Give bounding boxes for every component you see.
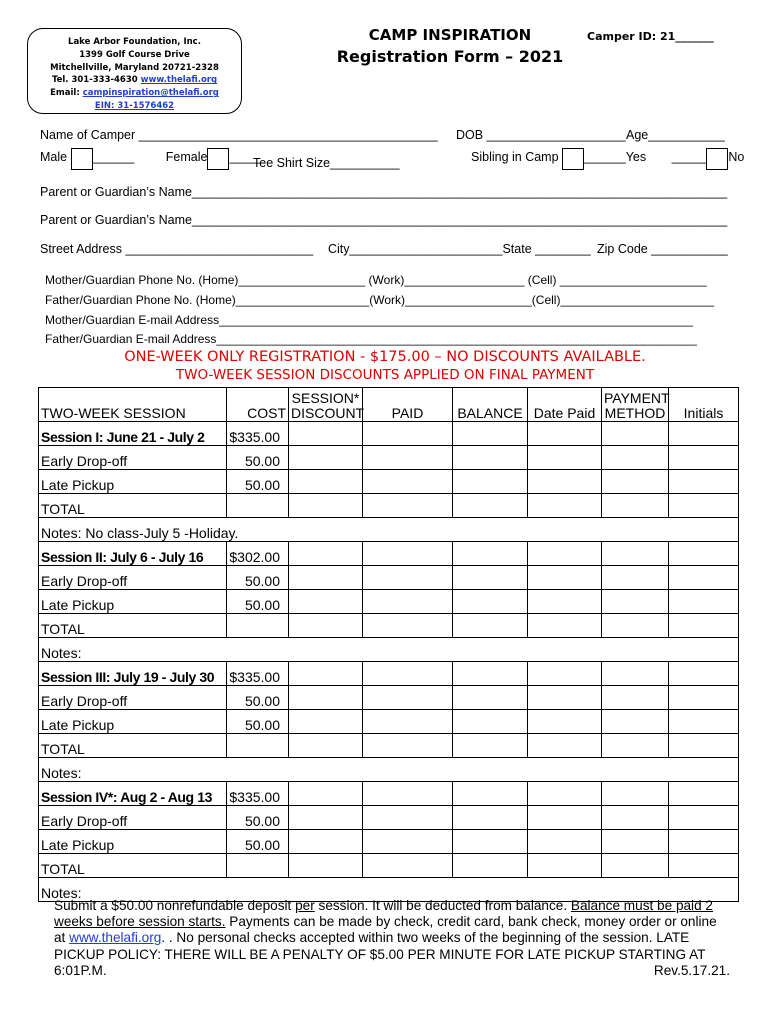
entry-cell[interactable] xyxy=(602,494,669,518)
session-notes[interactable]: Notes: xyxy=(39,638,739,662)
entry-cell[interactable] xyxy=(669,782,739,806)
total-row-cost xyxy=(227,854,289,878)
entry-cell[interactable] xyxy=(602,710,669,734)
footer-website-link[interactable]: www.thelafi.org xyxy=(69,930,162,946)
entry-cell[interactable] xyxy=(528,662,602,686)
sibling-row xyxy=(471,144,744,170)
entry-cell[interactable] xyxy=(289,734,363,758)
session-row xyxy=(39,662,739,686)
form-title: CAMP INSPIRATION xyxy=(368,26,532,44)
session-row-cost: $335.00 xyxy=(227,782,289,806)
col-balance: BALANCE xyxy=(453,388,528,422)
sibling-label: Sibling in Camp xyxy=(471,150,563,164)
entry-cell[interactable] xyxy=(363,614,453,638)
entry-cell[interactable] xyxy=(669,806,739,830)
entry-cell[interactable] xyxy=(363,686,453,710)
entry-cell[interactable] xyxy=(528,446,602,470)
entry-cell[interactable] xyxy=(453,494,528,518)
entry-cell[interactable] xyxy=(289,830,363,854)
entry-cell[interactable] xyxy=(602,590,669,614)
entry-cell[interactable] xyxy=(528,494,602,518)
entry-cell[interactable] xyxy=(289,470,363,494)
entry-cell[interactable] xyxy=(669,614,739,638)
entry-cell[interactable] xyxy=(669,470,739,494)
session-notes[interactable]: Notes: No class-July 5 -Holiday. xyxy=(39,518,739,542)
col-session: TWO-WEEK SESSION xyxy=(39,388,227,422)
total-row-label: TOTAL xyxy=(39,734,227,758)
entry-cell[interactable] xyxy=(669,830,739,854)
tee-shirt-field[interactable]: Tee Shirt Size__________ xyxy=(253,156,400,170)
late-pickup-row-label: Late Pickup xyxy=(39,710,227,734)
entry-cell[interactable] xyxy=(289,566,363,590)
session-fee-table xyxy=(38,387,739,902)
entry-cell[interactable] xyxy=(528,782,602,806)
late-pickup-row-cost: 50.00 xyxy=(227,590,289,614)
entry-cell[interactable] xyxy=(528,806,602,830)
org-ein xyxy=(28,100,241,113)
session-row xyxy=(39,542,739,566)
entry-cell[interactable] xyxy=(602,854,669,878)
entry-cell[interactable] xyxy=(602,542,669,566)
org-phone: Tel. 301-333-4630 xyxy=(51,75,141,86)
early-dropoff-row-cost: 50.00 xyxy=(227,446,289,470)
entry-cell[interactable] xyxy=(528,734,602,758)
footer-part1: Submit a $50.00 nonrefundable deposit xyxy=(54,898,296,913)
late-pickup-row-label: Late Pickup xyxy=(39,470,227,494)
entry-cell[interactable] xyxy=(669,710,739,734)
entry-cell[interactable] xyxy=(602,662,669,686)
footer-balance-due: Balance must be paid 2 weeks before session starts. xyxy=(54,898,713,930)
session-row-label: Session IV*: Aug 2 - Aug 13 xyxy=(39,782,227,806)
entry-cell[interactable] xyxy=(289,614,363,638)
early-dropoff-row-cost: 50.00 xyxy=(227,806,289,830)
entry-cell[interactable] xyxy=(289,422,363,446)
entry-cell[interactable] xyxy=(453,614,528,638)
female-checkbox[interactable] xyxy=(207,148,229,170)
late-pickup-row xyxy=(39,590,739,614)
street-address-field[interactable]: Street Address ___________________________ xyxy=(40,242,314,256)
entry-cell[interactable] xyxy=(289,854,363,878)
table-header-row xyxy=(39,388,739,422)
late-pickup-row xyxy=(39,830,739,854)
sibling-no-checkbox[interactable] xyxy=(706,148,728,170)
early-dropoff-row-cost: 50.00 xyxy=(227,686,289,710)
entry-cell[interactable] xyxy=(363,542,453,566)
entry-cell[interactable] xyxy=(669,590,739,614)
total-row-label: TOTAL xyxy=(39,494,227,518)
parent1-name-field[interactable]: Parent or Guardian’s Name_____________________________________________________________________________ xyxy=(40,185,728,199)
entry-cell[interactable] xyxy=(528,686,602,710)
entry-cell[interactable] xyxy=(289,542,363,566)
male-line: ______ xyxy=(92,150,135,164)
total-row-cost xyxy=(227,494,289,518)
session-row-label: Session II: July 6 - July 16 xyxy=(39,542,227,566)
payment-policy-text xyxy=(54,898,730,979)
entry-cell[interactable] xyxy=(453,422,528,446)
parent2-name-field[interactable]: Parent or Guardian’s Name_____________________________________________________________________________ xyxy=(40,213,728,227)
entry-cell[interactable] xyxy=(528,830,602,854)
entry-cell[interactable] xyxy=(453,470,528,494)
entry-cell[interactable] xyxy=(602,782,669,806)
entry-cell[interactable] xyxy=(453,854,528,878)
entry-cell[interactable] xyxy=(453,542,528,566)
zip-code-field[interactable]: Zip Code ___________ xyxy=(597,242,728,256)
total-row-cost xyxy=(227,614,289,638)
notes-row xyxy=(39,518,739,542)
total-row-label: TOTAL xyxy=(39,614,227,638)
entry-cell[interactable] xyxy=(669,542,739,566)
col-cost: COST xyxy=(227,388,289,422)
entry-cell[interactable] xyxy=(453,830,528,854)
early-dropoff-row-cost: 50.00 xyxy=(227,566,289,590)
total-row xyxy=(39,614,739,638)
male-checkbox[interactable] xyxy=(71,148,93,170)
late-pickup-row-label: Late Pickup xyxy=(39,830,227,854)
col-payment-method: PAYMENT METHOD xyxy=(602,388,669,422)
entry-cell[interactable] xyxy=(602,686,669,710)
entry-cell[interactable] xyxy=(602,734,669,758)
entry-cell[interactable] xyxy=(528,614,602,638)
entry-cell[interactable] xyxy=(669,854,739,878)
col-paid: PAID xyxy=(363,388,453,422)
entry-cell[interactable] xyxy=(289,782,363,806)
sibling-no-line: _____ xyxy=(671,150,707,164)
total-row xyxy=(39,734,739,758)
col-date-paid: Date Paid xyxy=(528,388,602,422)
footer-part3: Payments can be made by check, credit card, bank check, money order or online at xyxy=(54,914,717,946)
session-row-cost: $335.00 xyxy=(227,422,289,446)
total-row xyxy=(39,854,739,878)
form-subtitle: Registration Form – 2021 xyxy=(336,47,564,66)
total-row-label: TOTAL xyxy=(39,854,227,878)
revision-number: Rev.5.17.21. xyxy=(653,962,730,978)
late-pickup-row-cost: 50.00 xyxy=(227,710,289,734)
entry-cell[interactable] xyxy=(669,566,739,590)
entry-cell[interactable] xyxy=(453,686,528,710)
total-row xyxy=(39,494,739,518)
org-phone-line xyxy=(28,74,241,87)
male-label: Male xyxy=(40,150,71,164)
gender-row xyxy=(40,144,264,170)
entry-cell[interactable] xyxy=(363,782,453,806)
dob-field[interactable]: DOB ____________________ xyxy=(456,128,626,142)
entry-cell[interactable] xyxy=(669,662,739,686)
entry-cell[interactable] xyxy=(453,662,528,686)
footer-part4: . . No personal checks accepted within two weeks of the beginning of the session. LATE PICKUP POLICY: THERE WILL BE A PENALTY OF $5.00 PER MINUTE FOR LATE PICKUP STARTING AT 6:01P.M. xyxy=(54,930,706,978)
two-week-notice: TWO-WEEK SESSION DISCOUNTS APPLIED ON FINAL PAYMENT xyxy=(175,367,595,383)
entry-cell[interactable] xyxy=(363,806,453,830)
entry-cell[interactable] xyxy=(363,422,453,446)
entry-cell[interactable] xyxy=(289,590,363,614)
form-title-block xyxy=(330,24,570,68)
footer-part2: session. It will be deducted from balance. xyxy=(314,898,571,913)
entry-cell[interactable] xyxy=(289,494,363,518)
entry-cell[interactable] xyxy=(669,686,739,710)
sibling-yes-checkbox[interactable] xyxy=(562,148,584,170)
session-row xyxy=(39,422,739,446)
entry-cell[interactable] xyxy=(453,590,528,614)
sibling-no-label: No xyxy=(728,150,745,164)
entry-cell[interactable] xyxy=(669,494,739,518)
total-row-cost xyxy=(227,734,289,758)
entry-cell[interactable] xyxy=(453,782,528,806)
entry-cell[interactable] xyxy=(289,806,363,830)
entry-cell[interactable] xyxy=(363,734,453,758)
footer-per: per xyxy=(295,898,315,913)
entry-cell[interactable] xyxy=(602,566,669,590)
entry-cell[interactable] xyxy=(289,710,363,734)
entry-cell[interactable] xyxy=(528,470,602,494)
entry-cell[interactable] xyxy=(528,422,602,446)
entry-cell[interactable] xyxy=(453,710,528,734)
entry-cell[interactable] xyxy=(528,590,602,614)
early-dropoff-row xyxy=(39,566,739,590)
entry-cell[interactable] xyxy=(363,470,453,494)
one-week-notice: ONE-WEEK ONLY REGISTRATION - $175.00 – NO DISCOUNTS AVAILABLE. xyxy=(124,349,646,365)
entry-cell[interactable] xyxy=(602,446,669,470)
entry-cell[interactable] xyxy=(453,566,528,590)
entry-cell[interactable] xyxy=(669,734,739,758)
entry-cell[interactable] xyxy=(363,566,453,590)
female-line: _____ xyxy=(229,150,265,164)
notes-row xyxy=(39,638,739,662)
entry-cell[interactable] xyxy=(669,446,739,470)
early-dropoff-row-label: Early Drop-off xyxy=(39,806,227,830)
late-pickup-row-cost: 50.00 xyxy=(227,470,289,494)
mother-phone-field[interactable]: Mother/Guardian Phone No. (Home)___________________ (Work)__________________ (Cell) ______________________ xyxy=(45,273,707,287)
entry-cell[interactable] xyxy=(453,734,528,758)
father-phone-field[interactable]: Father/Guardian Phone No. (Home)____________________(Work)___________________(Cell)_______________________ xyxy=(45,293,714,307)
col-initials: Initials xyxy=(669,388,739,422)
org-email-link[interactable]: campinspiration@thelafi.org xyxy=(82,88,219,99)
entry-cell[interactable] xyxy=(453,446,528,470)
entry-cell[interactable] xyxy=(289,446,363,470)
entry-cell[interactable] xyxy=(363,494,453,518)
session-row-label: Session I: June 21 - July 2 xyxy=(39,422,227,446)
city-state-field[interactable]: City______________________State ________ xyxy=(328,242,591,256)
late-pickup-row-cost: 50.00 xyxy=(227,830,289,854)
late-pickup-row xyxy=(39,470,739,494)
entry-cell[interactable] xyxy=(602,830,669,854)
sibling-yes-line: ______ xyxy=(584,150,626,164)
female-label: Female xyxy=(165,150,208,164)
early-dropoff-row-label: Early Drop-off xyxy=(39,686,227,710)
org-email-label: Email: xyxy=(50,88,83,99)
entry-cell[interactable] xyxy=(602,470,669,494)
entry-cell[interactable] xyxy=(528,542,602,566)
session-row-cost: $335.00 xyxy=(227,662,289,686)
entry-cell[interactable] xyxy=(289,662,363,686)
session-notes[interactable]: Notes: xyxy=(39,878,739,902)
org-ein-text: EIN: 31-1576462 xyxy=(94,100,175,111)
entry-cell[interactable] xyxy=(453,806,528,830)
entry-cell[interactable] xyxy=(289,686,363,710)
mother-email-field[interactable]: Mother/Guardian E-mail Address_______________________________________________________________________ xyxy=(45,313,693,327)
session-row xyxy=(39,782,739,806)
organization-info-box xyxy=(27,28,242,114)
session-notes[interactable]: Notes: xyxy=(39,758,739,782)
entry-cell[interactable] xyxy=(669,422,739,446)
org-email-line xyxy=(28,87,241,100)
entry-cell[interactable] xyxy=(528,566,602,590)
late-pickup-row xyxy=(39,710,739,734)
entry-cell[interactable] xyxy=(363,710,453,734)
session-row-label: Session III: July 19 - July 30 xyxy=(39,662,227,686)
father-email-field[interactable]: Father/Guardian E-mail Address________________________________________________________________________ xyxy=(45,332,697,346)
early-dropoff-row xyxy=(39,446,739,470)
entry-cell[interactable] xyxy=(363,446,453,470)
entry-cell[interactable] xyxy=(363,830,453,854)
notes-row xyxy=(39,758,739,782)
entry-cell[interactable] xyxy=(602,614,669,638)
entry-cell[interactable] xyxy=(602,422,669,446)
entry-cell[interactable] xyxy=(602,806,669,830)
org-name: Lake Arbor Foundation, Inc. xyxy=(68,37,201,47)
camper-id-field[interactable]: Camper ID: 21_______ xyxy=(587,30,714,43)
session-row-cost: $302.00 xyxy=(227,542,289,566)
sibling-yes-label: Yes xyxy=(625,150,647,164)
late-pickup-row-label: Late Pickup xyxy=(39,590,227,614)
col-discount: SESSION* DISCOUNT xyxy=(289,388,363,422)
org-website-link[interactable]: www.thelafi.org xyxy=(140,75,218,86)
age-field[interactable]: Age___________ xyxy=(626,128,725,142)
org-street: 1399 Golf Course Drive xyxy=(79,49,190,60)
early-dropoff-row xyxy=(39,806,739,830)
entry-cell[interactable] xyxy=(363,662,453,686)
entry-cell[interactable] xyxy=(528,710,602,734)
entry-cell[interactable] xyxy=(363,590,453,614)
org-city: Mitchellville, Maryland 20721-2328 xyxy=(50,62,219,73)
entry-cell[interactable] xyxy=(363,854,453,878)
camper-name-field[interactable]: Name of Camper ___________________________________________ xyxy=(40,128,438,142)
early-dropoff-row-label: Early Drop-off xyxy=(39,446,227,470)
early-dropoff-row-label: Early Drop-off xyxy=(39,566,227,590)
early-dropoff-row xyxy=(39,686,739,710)
entry-cell[interactable] xyxy=(528,854,602,878)
